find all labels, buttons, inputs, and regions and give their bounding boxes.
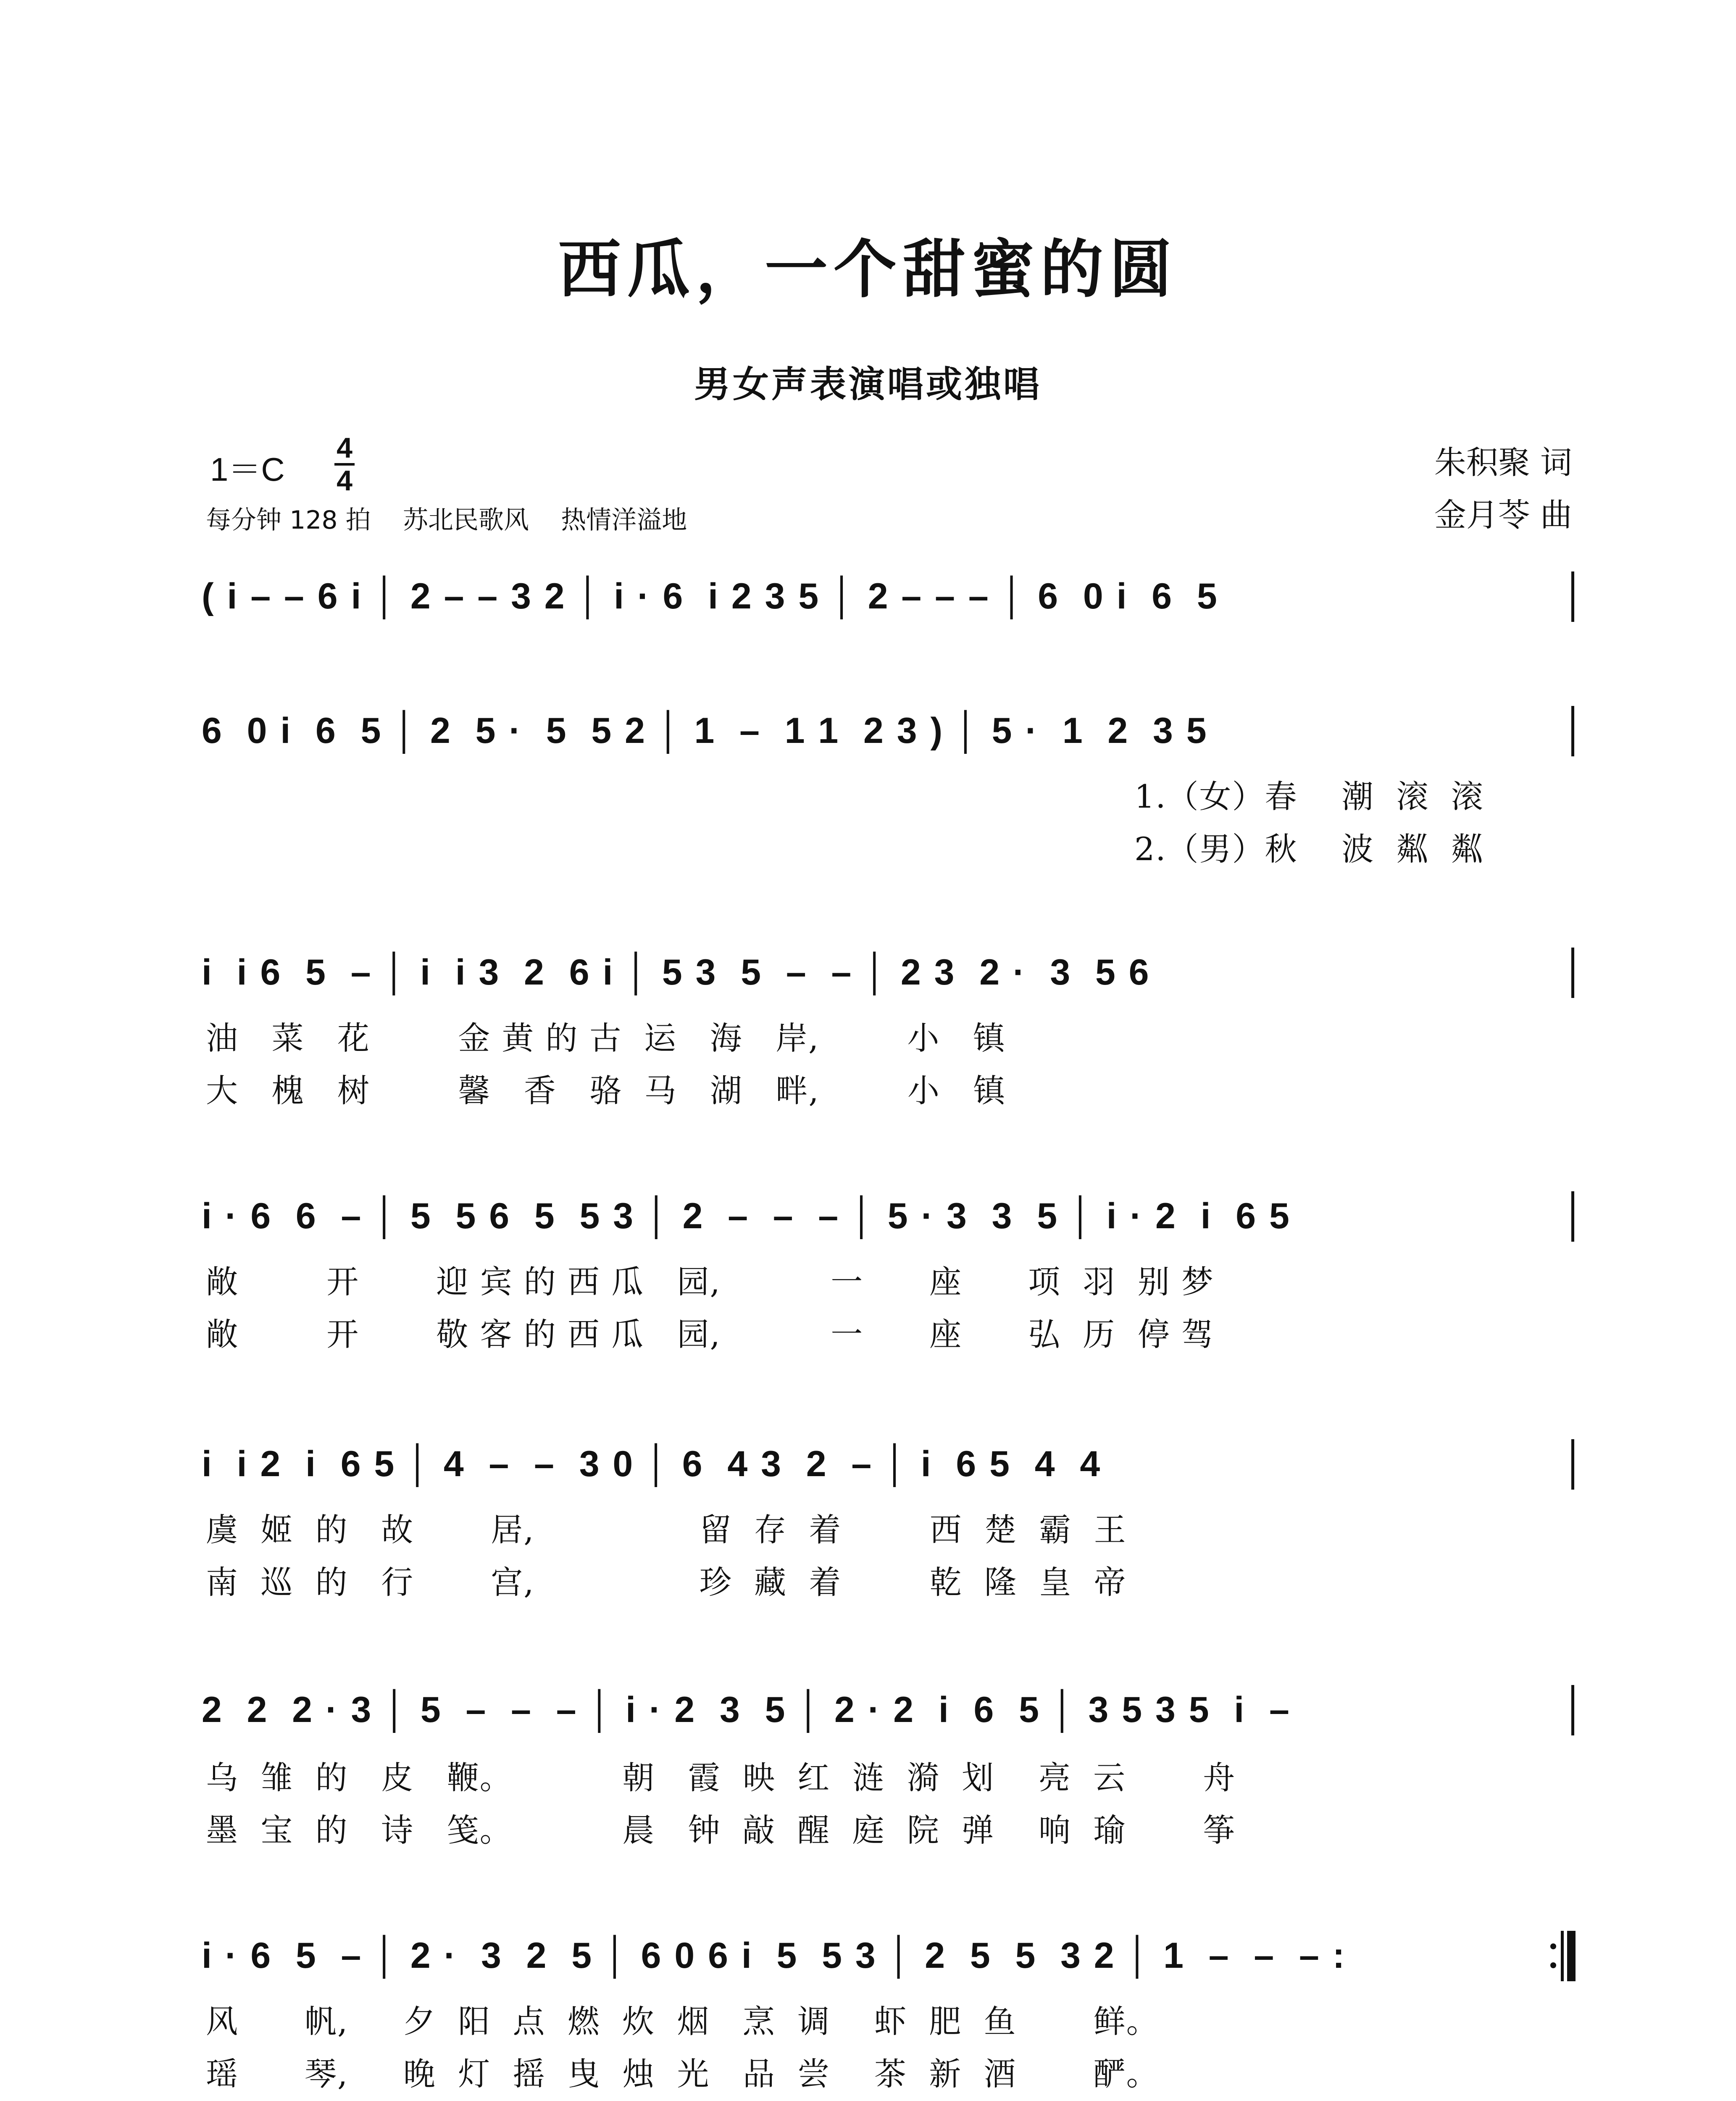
lyric-verse-1: 虞 姬 的 故 居, 留 存 着 西 楚 霸 王 — [206, 1511, 1127, 1548]
tempo-marking: 每分钟 128 拍 苏北民歌风 热情洋溢地 — [206, 506, 687, 535]
lyric-verse-1: 1.（女）春 潮 滚 滚 — [1134, 778, 1484, 815]
barline-end — [1571, 1191, 1574, 1242]
lyric-verse-1: 乌 雏 的 皮 鞭。 朝 霞 映 红 涟 漪 划 亮 云 舟 — [206, 1759, 1236, 1796]
barline-end — [1571, 1685, 1574, 1735]
lyric-verse-2: 2.（男）秋 波 粼 粼 — [1134, 830, 1484, 868]
key-signature: 1＝C — [210, 451, 285, 488]
lyric-verse-1: 风 帆, 夕 阳 点 燃 炊 烟 烹 调 虾 肥 鱼 鲜。 — [206, 2003, 1159, 2040]
notation-line: i i 6 5 – │ i i 3 2 6 i │ 5 3 5 – – │ 2 3 2 · 3 5 6 — [202, 952, 1151, 993]
song-subtitle: 男女声表演唱或独唱 — [694, 363, 1042, 405]
lyric-verse-2: 敞 开 敬 客 的 西 瓜 园, 一 座 弘 历 停 驾 — [206, 1316, 1214, 1353]
lyric-verse-2: 南 巡 的 行 宫, 珍 藏 着 乾 隆 皇 帝 — [206, 1564, 1127, 1601]
lyric-verse-2: 墨 宝 的 诗 笺。 晨 钟 敲 醒 庭 院 弹 响 瑜 筝 — [206, 1811, 1236, 1849]
notation-line: i i 2 i 6 5 │ 4 – – 3 0 │ 6 4 3 2 – │ i 6 5 4 4 — [202, 1444, 1102, 1484]
lyric-verse-1: 油 菜 花 金 黄 的 古 运 海 岸, 小 镇 — [206, 1019, 1006, 1057]
repeat-thin-barline — [1561, 1931, 1564, 1981]
lyricist-credit: 朱积聚 词 — [1434, 444, 1572, 481]
lyric-verse-2: 瑶 琴, 晚 灯 摇 曳 烛 光 品 尝 茶 新 酒 酽。 — [206, 2055, 1159, 2093]
notation-line: 2 2 2 · 3 │ 5 – – – │ i · 2 3 5 │ 2 · 2 i 6 5 │ 3 5 3 5 i – — [202, 1690, 1291, 1730]
repeat-dot-upper — [1550, 1943, 1556, 1949]
lyric-verse-1: 敞 开 迎 宾 的 西 瓜 园, 一 座 项 羽 别 梦 — [206, 1263, 1214, 1301]
barline-end — [1571, 706, 1574, 756]
repeat-dot-lower — [1550, 1962, 1556, 1968]
lyric-verse-2: 大 槐 树 馨 香 骆 马 湖 畔, 小 镇 — [206, 1072, 1006, 1109]
notation-line: ( i – – 6 i │ 2 – – 3 2 │ i · 6 i 2 3 5 │ 2 – – – │ 6 0 i 6 5 — [202, 576, 1219, 616]
song-title: 西瓜，一个甜蜜的圆 — [558, 232, 1178, 306]
time-signature — [332, 433, 357, 496]
barline-end — [1571, 571, 1574, 622]
time-signature-bottom: 4 — [337, 465, 352, 497]
barline-end — [1571, 1439, 1574, 1490]
composer-credit: 金月苓 曲 — [1434, 496, 1572, 534]
repeat-thick-barline — [1567, 1931, 1576, 1981]
barline-end — [1571, 948, 1574, 998]
time-signature-top: 4 — [337, 432, 352, 464]
notation-line: 6 0 i 6 5 │ 2 5 · 5 5 2 │ 1 – 1 1 2 3 ) │ 5 · 1 2 3 5 — [202, 711, 1208, 751]
notation-line: i · 6 6 – │ 5 5 6 5 5 3 │ 2 – – – │ 5 · 3 3 5 │ i · 2 i 6 5 — [202, 1196, 1291, 1236]
notation-line: i · 6 5 – │ 2 · 3 2 5 │ 6 0 6 i 5 5 3 │ 2 5 5 3 2 │ 1 – – – : — [202, 1935, 1347, 1976]
